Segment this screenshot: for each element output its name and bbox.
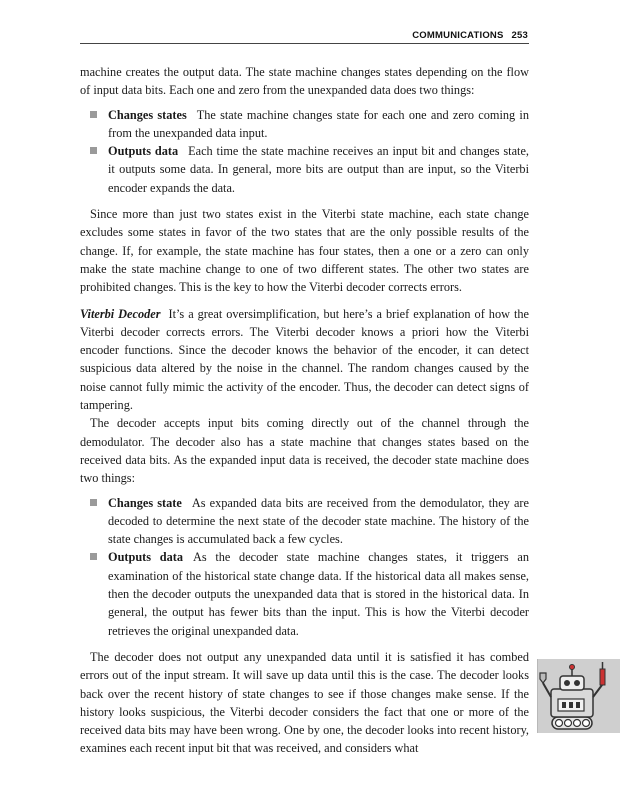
bullet-list-decoder [80, 494, 529, 640]
bullet-term: Changes state [108, 495, 182, 510]
page-body [80, 63, 529, 758]
paragraph-3 [80, 305, 529, 415]
square-bullet-icon [90, 553, 97, 560]
square-bullet-icon [90, 111, 97, 118]
list-item [80, 548, 529, 639]
running-header [80, 30, 528, 41]
header-title: COMMUNICATIONS [412, 30, 504, 41]
list-item [80, 142, 529, 197]
bullet-text: The state machine changes state for each one and zero coming in from the unexpanded data input. [108, 107, 529, 140]
paragraph-2: Since more than just two states exist in the Viterbi state machine, each state change excludes some states in favor of the two states that are the only possible results of the change. If, for example, the state machine has four states, then a one or a zero can only make the state machine change to one of two different states. The other two states are prohibited changes. This is the key to how the Viterbi decoder corrects errors. [80, 207, 529, 295]
run-in-heading: Viterbi Decoder [80, 306, 161, 321]
bullet-term: Outputs data [108, 144, 179, 159]
robot-icon [538, 659, 620, 733]
bullet-text: Each time the state machine receives an input bit and changes state, it outputs some data. In general, more bits are output than are input, so the Viterbi encoder expands the data. [108, 144, 529, 195]
list-item [80, 494, 529, 549]
page-number: 253 [511, 30, 528, 41]
square-bullet-icon [90, 499, 97, 506]
square-bullet-icon [90, 147, 97, 154]
bullet-term: Outputs data [108, 550, 183, 565]
robot-margin-icon [537, 659, 620, 733]
paragraph-1: machine creates the output data. The state machine changes states depending on the flow of input data bits. Each one and zero from the unexpanded data does two things: [80, 65, 529, 98]
bullet-text: As expanded data bits are received from the demodulator, they are decoded to determine the next state of the decoder state machine. The history of the state changes is accumulated back a few cycles. [108, 495, 529, 547]
paragraph-5: The decoder does not output any unexpanded data until it is satisfied it has combed errors out of the input stream. It will save up data until this is the case. The decoder looks back over the recent history of state changes to see if those changes make sense. If the history looks suspicious, the Viterbi decoder considers the fact that one or more of the received data bits may have been wrong. One by one, the decoder looks into recent history, examines each recent input bit that was received, and considers what [80, 649, 529, 756]
bullet-term: Changes states [108, 107, 187, 122]
bullet-list-encoder [80, 106, 529, 197]
bullet-text: As the decoder state machine changes states, it triggers an examination of the historical state change data. If the historical data all makes sense, then the decoder outputs the unexpanded data that is stored in the historical data. In general, the output has fewer bits than the input. This is how the Viterbi decoder retrieves the original unexpanded data. [108, 550, 529, 638]
header-rule [80, 43, 529, 44]
paragraph-4: The decoder accepts input bits coming directly out of the channel through the demodulator. The decoder also has a state machine that changes states based on the received data bits. As the expanded input data is received, the decoder state machine does two things: [80, 416, 529, 486]
list-item [80, 106, 529, 143]
paragraph-3-text: It’s a great oversimplification, but here’s a brief explanation of how the Viterbi decoder corrects errors. The Viterbi decoder knows a priori how the Viterbi encoder functions. Since the decoder knows the behavior of the encoder, it can detect suspicious data altered by the noise in the channel. The random changes caused by the noise cannot fully mimic the activity of the encoder. Thus, the decoder can detect signs of tampering. [80, 306, 529, 413]
